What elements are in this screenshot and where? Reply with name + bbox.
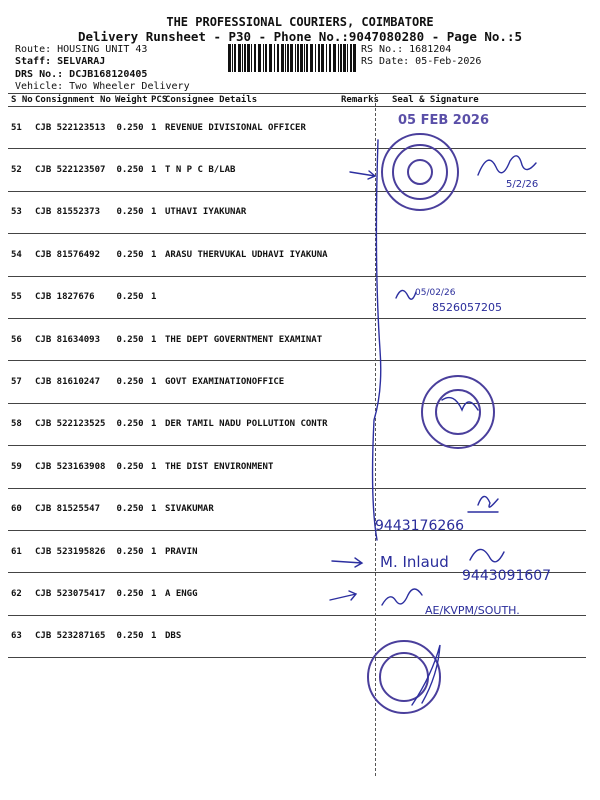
barcode-icon <box>228 44 356 72</box>
cell-cn: CJB 522123525 <box>32 403 112 445</box>
table-row <box>8 530 586 572</box>
cell-pcs: 1 <box>148 149 162 191</box>
cell-cn: CJB 522123507 <box>32 149 112 191</box>
cell-seal <box>364 488 586 530</box>
table-row <box>8 149 586 191</box>
cell-seal <box>364 615 586 657</box>
cell-consignee: PRAVIN <box>162 530 338 572</box>
cell-remarks <box>338 615 364 657</box>
table-row <box>8 361 586 403</box>
cell-remarks <box>338 149 364 191</box>
cell-sno: 62 <box>8 573 32 615</box>
cell-sno: 63 <box>8 615 32 657</box>
cell-sno: 51 <box>8 107 32 149</box>
cell-sno: 59 <box>8 446 32 488</box>
hw-phone-row60: 9443176266 <box>375 518 465 534</box>
cell-consignee: THE DIST ENVIRONMENT <box>162 446 338 488</box>
col-consignment: Consignment No <box>32 94 112 107</box>
rs-number: RS No.: 1681204 <box>361 44 452 55</box>
hw-date-row52: 5/2/26 <box>506 179 539 190</box>
cell-pcs: 1 <box>148 107 162 149</box>
cell-remarks <box>338 318 364 360</box>
cell-seal <box>364 276 586 318</box>
hw-date-row55: 05/02/26 <box>415 288 456 298</box>
table-row <box>8 403 586 445</box>
remarks-divider <box>375 93 376 776</box>
table-row <box>8 488 586 530</box>
cell-pcs: 1 <box>148 403 162 445</box>
cell-consignee: SIVAKUMAR <box>162 488 338 530</box>
cell-wt: 0.250 <box>112 107 148 149</box>
cell-seal <box>364 107 586 149</box>
table-row <box>8 276 586 318</box>
cell-consignee: T N P C B/LAB <box>162 149 338 191</box>
cell-pcs: 1 <box>148 191 162 233</box>
col-consignee: Consignee Details <box>162 94 338 107</box>
cell-wt: 0.250 <box>112 191 148 233</box>
cell-remarks <box>338 488 364 530</box>
col-seal: Seal & Signature <box>364 94 586 107</box>
cell-remarks <box>338 107 364 149</box>
table-row <box>8 573 586 615</box>
date-stamp: 05 FEB 2026 <box>398 113 489 128</box>
cell-wt: 0.250 <box>112 573 148 615</box>
runsheet-table <box>8 93 586 658</box>
cell-seal <box>364 234 586 276</box>
table-row <box>8 191 586 233</box>
cell-remarks <box>338 530 364 572</box>
cell-pcs: 1 <box>148 573 162 615</box>
cell-consignee: THE DEPT GOVERNTMENT EXAMINAT <box>162 318 338 360</box>
cell-cn: CJB 523075417 <box>32 573 112 615</box>
cell-wt: 0.250 <box>112 530 148 572</box>
cell-wt: 0.250 <box>112 361 148 403</box>
cell-consignee: DBS <box>162 615 338 657</box>
cell-remarks <box>338 361 364 403</box>
col-weight: Weight <box>112 94 148 107</box>
cell-seal <box>364 149 586 191</box>
hw-name-row61: M. Inlaud <box>380 553 449 571</box>
cell-wt: 0.250 <box>112 234 148 276</box>
staff-label: Staff: SELVARAJ <box>15 56 106 67</box>
cell-wt: 0.250 <box>112 276 148 318</box>
cell-pcs: 1 <box>148 530 162 572</box>
hw-phone-row61: 9443091607 <box>462 568 552 584</box>
table-row <box>8 107 586 149</box>
cell-pcs: 1 <box>148 446 162 488</box>
cell-remarks <box>338 276 364 318</box>
cell-sno: 57 <box>8 361 32 403</box>
hw-phone-row55: 8526057205 <box>432 301 502 314</box>
cell-cn: CJB 522123513 <box>32 107 112 149</box>
cell-wt: 0.250 <box>112 615 148 657</box>
cell-sno: 55 <box>8 276 32 318</box>
cell-seal <box>364 361 586 403</box>
cell-cn: CJB 523195826 <box>32 530 112 572</box>
cell-sno: 61 <box>8 530 32 572</box>
cell-seal <box>364 573 586 615</box>
table-row <box>8 234 586 276</box>
cell-remarks <box>338 573 364 615</box>
cell-cn: CJB 523287165 <box>32 615 112 657</box>
table-header <box>8 94 586 107</box>
cell-sno: 52 <box>8 149 32 191</box>
cell-seal <box>364 318 586 360</box>
vehicle-label: Vehicle: Two Wheeler Delivery <box>15 81 190 92</box>
cell-cn: CJB 81576492 <box>32 234 112 276</box>
cell-cn: CJB 81634093 <box>32 318 112 360</box>
cell-pcs: 1 <box>148 615 162 657</box>
cell-pcs: 1 <box>148 318 162 360</box>
cell-consignee: UTHAVI IYAKUNAR <box>162 191 338 233</box>
cell-sno: 60 <box>8 488 32 530</box>
cell-wt: 0.250 <box>112 318 148 360</box>
cell-sno: 54 <box>8 234 32 276</box>
cell-wt: 0.250 <box>112 488 148 530</box>
cell-sno: 56 <box>8 318 32 360</box>
cell-cn: CJB 1827676 <box>32 276 112 318</box>
cell-seal <box>364 403 586 445</box>
table-row <box>8 318 586 360</box>
company-title: THE PROFESSIONAL COURIERS, COIMBATORE <box>166 15 434 29</box>
cell-pcs: 1 <box>148 361 162 403</box>
hw-office-row62: AE/KVPM/SOUTH. <box>425 604 520 617</box>
cell-consignee <box>162 276 338 318</box>
cell-sno: 53 <box>8 191 32 233</box>
cell-remarks <box>338 234 364 276</box>
cell-seal <box>364 530 586 572</box>
runsheet-subtitle: Delivery Runsheet - P30 - Phone No.:9047080280 - Page No.:5 <box>77 29 522 44</box>
col-sno: S No <box>8 94 32 107</box>
cell-consignee: A ENGG <box>162 573 338 615</box>
rs-date: RS Date: 05-Feb-2026 <box>361 56 482 67</box>
col-pcs: PCS <box>148 94 162 107</box>
cell-wt: 0.250 <box>112 403 148 445</box>
cell-remarks <box>338 446 364 488</box>
cell-pcs: 1 <box>148 234 162 276</box>
cell-consignee: DER TAMIL NADU POLLUTION CONTR <box>162 403 338 445</box>
cell-cn: CJB 81610247 <box>32 361 112 403</box>
cell-wt: 0.250 <box>112 149 148 191</box>
cell-wt: 0.250 <box>112 446 148 488</box>
cell-cn: CJB 81552373 <box>32 191 112 233</box>
cell-consignee: REVENUE DIVISIONAL OFFICER <box>162 107 338 149</box>
cell-sno: 58 <box>8 403 32 445</box>
col-remarks: Remarks <box>338 94 364 107</box>
cell-seal <box>364 446 586 488</box>
cell-cn: CJB 523163908 <box>32 446 112 488</box>
cell-pcs: 1 <box>148 488 162 530</box>
cell-remarks <box>338 191 364 233</box>
cell-seal <box>364 191 586 233</box>
cell-pcs: 1 <box>148 276 162 318</box>
cell-consignee: ARASU THERVUKAL UDHAVI IYAKUNA <box>162 234 338 276</box>
cell-remarks <box>338 403 364 445</box>
table-row <box>8 615 586 657</box>
route-label: Route: HOUSING UNIT 43 <box>15 44 148 55</box>
drs-number: DRS No.: DCJB168120405 <box>15 69 148 80</box>
table-row <box>8 446 586 488</box>
cell-consignee: GOVT EXAMINATIONOFFICE <box>162 361 338 403</box>
cell-cn: CJB 81525547 <box>32 488 112 530</box>
